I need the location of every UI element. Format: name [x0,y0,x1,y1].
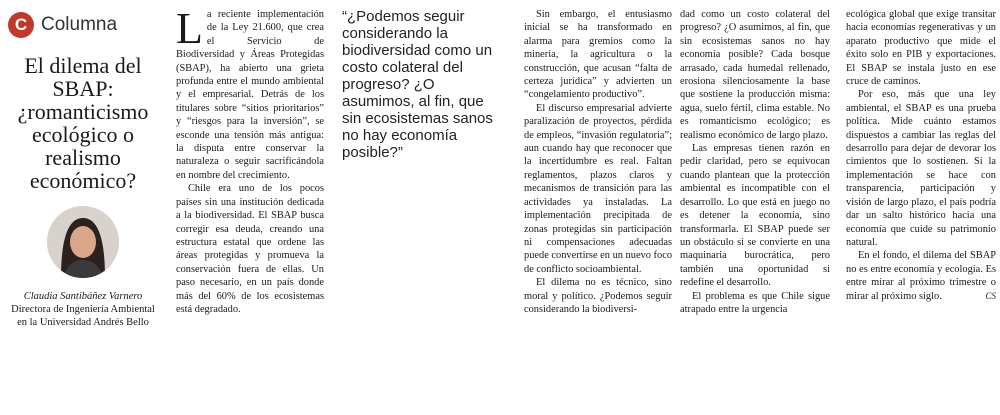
section-label: Columna [41,14,118,35]
pull-quote: “¿Podemos seguir considerando la biodiversidad como un costo colateral del progreso? ¿O asumimos, al fin, que sin ecosistemas sanos no hay economía posible?” [342,8,493,161]
paragraph: Chile era uno de los pocos países sin una institución dedicada a la biodiversidad. El SBAP busca corregir esa deuda, creando una estructura estatal que ordene las áreas protegidas y promueva la conservación fuera de ellas. Un paso necesario, en un país donde más del 60% de los ecosistemas está degradado. [176,183,324,315]
section-badge [8,8,158,42]
paragraph: La reciente implementación de la Ley 21.600, que crea el Servicio de Biodiversidad y Áreas Protegidas (SBAP), ha abierto una grieta profunda entre el mundo ambiental y el empresarial. Detrás de los titulares sobre “sitios prioritarios” y “riesgos para la inversión”, se esconde una tensión más antigua: la disputa entre conservar la naturaleza o seguir sacrificándola en nombre del crecimiento. [176,4,324,181]
paragraph: En el fondo, el dilema del SBAP no es entre economía y ecología. Es entre mirar al próximo trimestre o mirar al próximo siglo. CS [846,250,996,302]
pull-quote-column [342,8,502,161]
article-column-2 [524,8,672,316]
end-mark: CS [985,290,996,301]
article-column-4 [846,8,996,303]
section-badge-letter: C [8,12,34,38]
paragraph: dad como un costo colateral del progreso? ¿O asumimos, al fin, que sin ecosistemas sanos no hay economía posible? Cada bosque arrasado, cada humedal rellenado, erosiona silenciosamente la base que sostiene la producción misma: agua, suelo fértil, clima estable. No es romanticismo ecológico; es realismo económico de largo plazo. [680,9,830,141]
drop-cap: L [176,4,203,53]
paragraph: El problema es que Chile sigue atrapado entre la urgencia [680,290,830,315]
article-column-1 [176,4,324,316]
article-title: El dilema del SBAP: ¿romanticismo ecológico o realismo económico? [17,53,149,193]
article-column-3 [680,8,830,316]
author-name: Claudia Santibáñez Varnero [23,291,143,302]
paragraph: ecológica global que exige transitar hacia economías regenerativas y un aparato productivo que mide el éxito solo en PIB y exportaciones. El SBAP se instala justo en ese cruce de caminos. [846,9,996,88]
paragraph: Las empresas tienen razón en pedir claridad, pero se equivocan cuando plantean que la protección ambiental es incompatible con el desarrollo. Lo que está en juego no es detener la economía, sino transformarla. El SBAP puede ser un obstáculo si se convierte en una maquinaria burocrática, pero también una oportunidad si redefine el desarrollo. [680,143,830,289]
paragraph: El dilema no es técnico, sino moral y político. ¿Podemos seguir considerando la biodiversi- [524,277,672,315]
paragraph: Sin embargo, el entusiasmo inicial se ha transformado en alarma para gremios como la minería, la agricultura o la construcción, que acusan “falta de certeza jurídica” y advierten un “congelamiento productivo”. [524,9,672,101]
paragraph: Por eso, más que una ley ambiental, el SBAP es una prueba política. Mide cuánto estamos dispuestos a cambiar las reglas del desarrollo para dejar de devorar los cimientos que lo sostienen. Si la implementación se hace con transparencia, participación y visión de largo plazo, el país podría dar un salto histórico hacia una economía que cuide su patrimonio natural. [846,89,996,248]
paragraph: El discurso empresarial advierte paralización de proyectos, pérdida de empleos, “invasión regulatoria”; aun cuando hay que reconocer que la incertidumbre es real. Faltan reglamentos, plazos claros y mecanismos de transición para las actividades ya instaladas. La implementación precipitada de zonas protegidas sin participación ni compensaciones adecuadas puede convertirse en un nuevo foco de conflicto socioambiental. [524,102,673,275]
author-role: Directora de Ingeniería Ambiental en la Universidad Andrés Bello [11,304,155,328]
header-column [8,8,158,329]
author-photo [47,206,119,278]
